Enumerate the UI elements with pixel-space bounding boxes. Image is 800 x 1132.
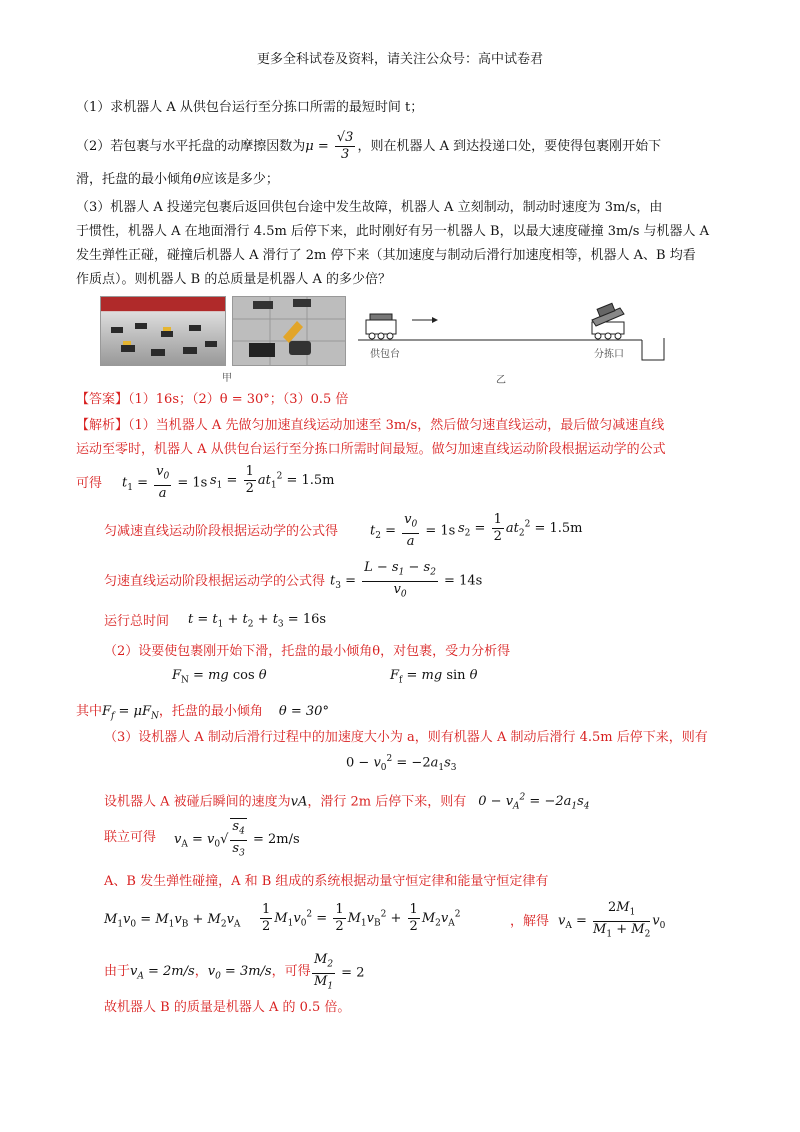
robot-a-left bbox=[366, 314, 396, 339]
answer-tag: 【答案】 bbox=[76, 392, 129, 407]
eq-s2: $s_2$ = $\frac{1}{2}$ $at_2^2 = 1.5m$ bbox=[458, 512, 583, 544]
question-2-line-1: （2）若包裹与水平托盘的动摩擦因数为μ = $\frac{√3}{3}$ ，则在机器人 A 到达投递口处，要使得包裹刚开始下 bbox=[76, 130, 662, 162]
analysis-p2: 匀减速直线运动阶段根据运动学的公式得 bbox=[104, 524, 339, 539]
eq-t1: $t_1$ = $\frac{v_0}{a}$ = 1s bbox=[122, 464, 208, 501]
analysis-conclusion: 故机器人 B 的质量是机器人 A 的 0.5 倍。 bbox=[104, 1000, 351, 1015]
figure-label-jia: 甲 bbox=[222, 373, 232, 384]
analysis-tag: 【解析】 bbox=[76, 418, 129, 433]
analysis-p1-keyi: 可得 bbox=[76, 476, 103, 491]
analysis-p1: 【解析】（1）当机器人 A 先做匀加速直线运动加速至 3m/s，然后做匀速直线运动，最后做匀减速直线 运动至零时，机器人 A 从供包台运行至分拣口所需时间最短。做匀加速直线运动阶段根据运动学的公式 bbox=[76, 418, 666, 457]
analysis-p9: 联立可得 bbox=[104, 830, 157, 845]
eq-a-slide: $0 - v_A^2 = -2a_1s_4$ bbox=[478, 793, 590, 812]
analysis-p4: 运行总时间 bbox=[104, 614, 170, 629]
diagram-yi bbox=[352, 298, 672, 370]
analysis-p11: ，解得 bbox=[510, 914, 550, 929]
eq-energy: $\frac{1}{2}$ $M_1v_0^2$ = $\frac{1}{2}$ $M_1v_B^2$ + $\frac{1}{2}$ $M_2v_A^2$ bbox=[262, 902, 461, 934]
robot-floor-illustration bbox=[101, 297, 225, 365]
eq-s1: $s_1$ = $\frac{1}{2}$ $at_1^2 = 1.5m$ bbox=[210, 464, 335, 496]
analysis-p10: A、B 发生弹性碰撞，A 和 B 组成的系统根据动量守恒定律和能量守恒定律有 bbox=[104, 874, 549, 889]
warehouse-photo-1 bbox=[100, 296, 226, 366]
question-1: （1）求机器人 A 从供包台运行至分拣口所需的最短时间 t； bbox=[76, 100, 424, 115]
eq-normal-force: $F_N$ = mg cos θ bbox=[172, 668, 267, 686]
eq-friction-relation: $F_f = \mu F_N$ bbox=[102, 704, 159, 722]
eq-va-mass: $v_A$ = $\frac{2M_1}{M_1 + M_2}$ $v_0$ bbox=[558, 900, 666, 940]
eq-mass-ratio: $\frac{M_2}{M_1}$ = 2 bbox=[314, 952, 365, 992]
analysis-p12: 由于$v_A = 2m/s$，$v_0 = 3m/s$，可得 bbox=[104, 964, 311, 982]
mu-formula: μ = $\frac{√3}{3}$ bbox=[305, 130, 354, 162]
robot-tilt-illustration bbox=[233, 297, 345, 365]
answer-text: （1）16s；（2）θ = 30°；（3）0.5 倍 bbox=[128, 392, 349, 407]
question-3: （3）机器人 A 投递完包裹后返回供包台途中发生故障，机器人 A 立刻制动，制动时速度为 3m/s，由 于惯性，机器人 A 在地面滑行 4.5m 后停下来，此时刚好有另一机器人 B，以最大速度碰撞 3m/s 与机器人 A 发生弹性正碰，碰撞后机器人 A 滑行了 2m 停下来（其加速度与制动后滑行加速度相等，机器人 A、B 均看 作质点）。则机器人 B 的总质量是机器人 A 的多少倍？ bbox=[76, 200, 710, 287]
analysis-p6: 其中$F_f = \mu F_N$，托盘的最小倾角 θ = 30° bbox=[76, 704, 329, 722]
analysis-p3: 匀速直线运动阶段根据运动学的公式得 bbox=[104, 574, 326, 589]
eq-v0-3: $v_0 = 3m/s$ bbox=[207, 964, 272, 982]
analysis-p5: （2）设要使包裹刚开始下滑，托盘的最小倾角θ，对包裹，受力分析得 bbox=[104, 644, 511, 659]
warehouse-photo-2 bbox=[232, 296, 346, 366]
analysis-p8: 设机器人 A 被碰后瞬间的速度为vA，滑行 2m 后停下来，则有 $0 - v_A^2 = -2a_1s_4$ bbox=[104, 793, 590, 812]
eq-theta-30: θ = 30° bbox=[278, 704, 329, 719]
eq-friction-force: $F_f$ = mg sin θ bbox=[390, 668, 478, 686]
eq-t3: $t_3$ = $\frac{L - s_1 - s_2}{v_0}$ = 14s bbox=[330, 560, 483, 600]
eq-total-time: $t = t_1 + t_2 + t_3 = 16s$ bbox=[188, 612, 327, 630]
analysis-p7: （3）设机器人 A 制动后滑行过程中的加速度大小为 a，则有机器人 A 制动后滑行 4.5m 后停下来，则有 bbox=[104, 730, 708, 745]
eq-va-2: $v_A = 2m/s$ bbox=[130, 964, 195, 982]
question-2-line-2: 滑，托盘的最小倾角θ应该是多少； bbox=[76, 172, 279, 187]
figure-label-yi: 乙 bbox=[496, 375, 506, 386]
eq-brake-slide: $0 - v_0^2 = -2a_1s_3$ bbox=[346, 754, 457, 773]
eq-momentum: $M_1v_0 = M_1v_B + M_2v_A$ bbox=[104, 912, 241, 930]
page-header: 更多全科试卷及资料，请关注公众号：高中试卷君 bbox=[256, 52, 543, 67]
answer-line bbox=[76, 388, 736, 412]
eq-va-result: $v_A = v_0√$ $\frac{s_4}{s_3}$ = 2m/s bbox=[174, 818, 300, 861]
label-supply-platform: 供包台 bbox=[370, 349, 400, 360]
label-sort-exit: 分拣口 bbox=[594, 349, 624, 360]
eq-t2: $t_2$ = $\frac{v_0}{a}$ = 1s bbox=[370, 512, 456, 549]
robot-a-right bbox=[592, 303, 624, 339]
